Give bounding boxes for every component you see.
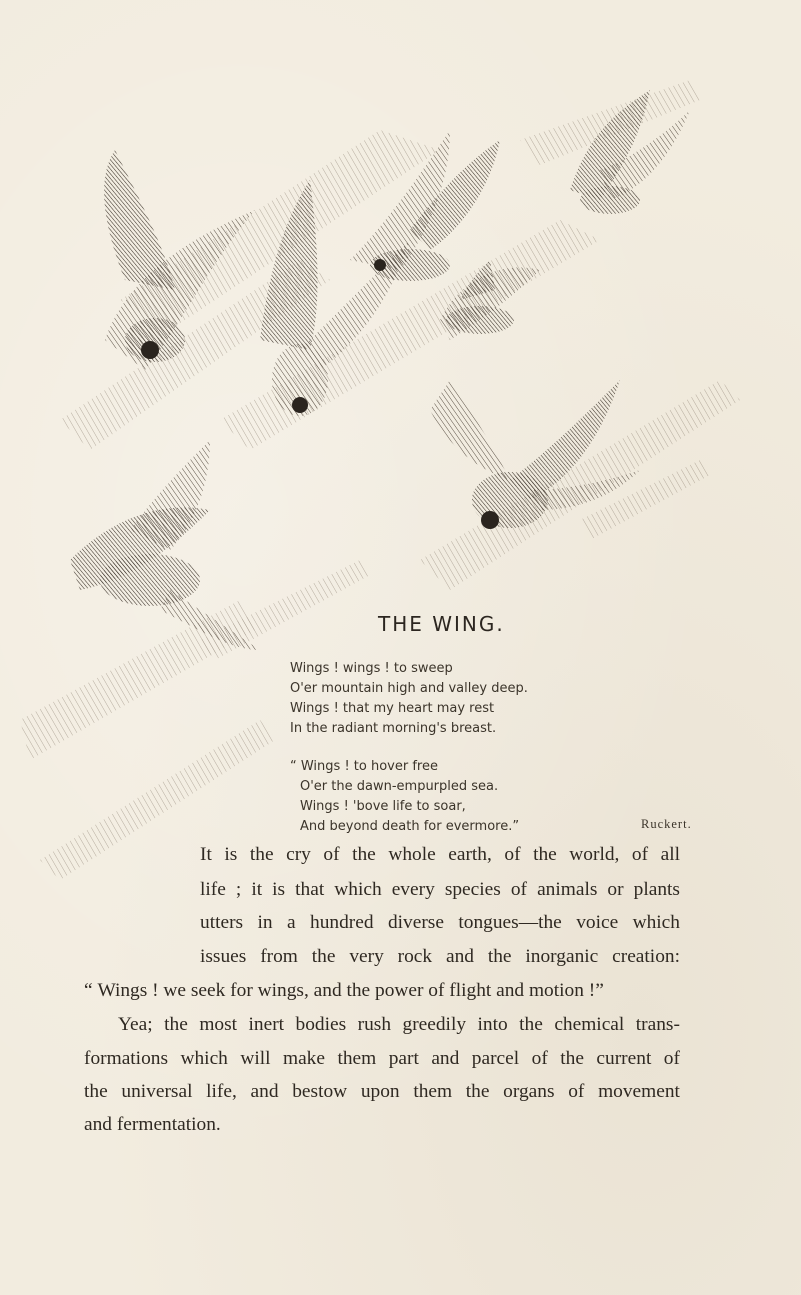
- poem-line: Wings ! 'bove life to soar,: [300, 799, 466, 814]
- prose-word: greedily: [402, 1014, 467, 1035]
- prose-word: from: [260, 946, 298, 967]
- prose-word: issues: [200, 946, 247, 967]
- prose-word: !: [152, 980, 159, 1001]
- prose-word: universal: [121, 1081, 193, 1102]
- prose-word: is: [272, 879, 286, 900]
- prose-word: rock: [397, 946, 433, 967]
- poem-line: In the radiant morning's breast.: [290, 721, 497, 736]
- prose-word: whole: [388, 844, 436, 865]
- prose-word: the: [84, 1081, 108, 1102]
- prose-word: the: [533, 844, 557, 865]
- prose-word: of: [631, 844, 649, 865]
- prose-word: ;: [235, 879, 242, 900]
- prose-word: will: [240, 1048, 271, 1069]
- poem-line: Wings ! that my heart may rest: [290, 701, 495, 716]
- prose-word: utters: [200, 912, 244, 933]
- prose-word: inert: [248, 1014, 285, 1035]
- prose-line: [200, 844, 680, 866]
- prose-word: the: [311, 946, 336, 967]
- prose-word: creation:: [612, 946, 680, 967]
- prose-word: the: [164, 1014, 188, 1035]
- prose-word: species: [444, 879, 501, 900]
- prose-word: and: [313, 980, 342, 1001]
- prose-word: voice: [576, 912, 619, 933]
- prose-word: !”: [588, 980, 604, 1001]
- prose-word: animals: [537, 879, 598, 900]
- prose-word: “: [84, 980, 93, 1001]
- prose-line: [84, 1048, 680, 1070]
- prose-word: part: [388, 1048, 419, 1069]
- prose-word: seek: [190, 980, 226, 1001]
- prose-word: of: [510, 879, 528, 900]
- prose-word: all: [660, 844, 680, 865]
- prose-word: Wings: [97, 980, 148, 1001]
- poem-line: And beyond death for evermore.”: [300, 819, 520, 834]
- prose-word: that: [295, 879, 325, 900]
- prose-word: we: [163, 980, 187, 1001]
- prose-word: rush: [357, 1014, 392, 1035]
- prose-word: of: [323, 844, 340, 865]
- chapter-title: THE WING.: [378, 612, 505, 636]
- prose-word: the: [519, 1014, 543, 1035]
- prose-word: movement: [598, 1081, 680, 1102]
- prose-line: [84, 1081, 680, 1103]
- prose-word: inorganic: [525, 946, 599, 967]
- prose-word: It: [200, 844, 212, 865]
- prose-word: world,: [569, 844, 620, 865]
- poem-line: “ Wings ! to hover free: [290, 759, 438, 774]
- prose-word: is: [224, 844, 238, 865]
- prose-word: parcel: [471, 1048, 520, 1069]
- prose-word: or: [607, 879, 624, 900]
- poem-line: O'er the dawn-empurpled sea.: [300, 779, 499, 794]
- prose-line: [200, 879, 680, 901]
- prose-word: life,: [206, 1081, 237, 1102]
- prose-word: the: [465, 1081, 490, 1102]
- prose-word: the: [249, 844, 274, 865]
- prose-word: which: [632, 912, 680, 933]
- prose-word: life: [200, 879, 226, 900]
- prose-word: and: [445, 946, 474, 967]
- prose-word: the: [352, 844, 376, 865]
- prose-word: for: [230, 980, 253, 1001]
- prose-word: tongues—the: [458, 912, 562, 933]
- prose-word: wings,: [257, 980, 309, 1001]
- prose-word: bodies: [295, 1014, 347, 1035]
- prose-word: formations: [84, 1048, 169, 1069]
- prose-word: Yea;: [118, 1014, 153, 1035]
- prose-word: very: [349, 946, 384, 967]
- prose-word: flight: [449, 980, 492, 1001]
- poem-line: Wings ! wings ! to sweep: [290, 661, 453, 676]
- prose-word: every: [391, 879, 435, 900]
- prose-word: and: [431, 1048, 460, 1069]
- prose-word: cry: [286, 844, 311, 865]
- prose-word: upon: [360, 1081, 400, 1102]
- prose-word: motion: [528, 980, 584, 1001]
- prose-word: current: [596, 1048, 652, 1069]
- prose-line: [200, 946, 680, 968]
- prose-word: it: [251, 879, 263, 900]
- prose-word: the: [487, 946, 512, 967]
- prose-word: plants: [633, 879, 680, 900]
- prose-word: in: [257, 912, 273, 933]
- prose-word: of: [531, 1048, 548, 1069]
- prose-word: a: [287, 912, 296, 933]
- prose-word: of: [663, 1048, 680, 1069]
- prose-line: and fermentation.: [84, 1114, 221, 1135]
- prose-word: of: [504, 844, 521, 865]
- prose-word: chemical: [554, 1014, 625, 1035]
- prose-word: most: [199, 1014, 238, 1035]
- prose-word: trans-: [635, 1014, 680, 1035]
- prose-word: which: [334, 879, 382, 900]
- prose-word: make: [282, 1048, 325, 1069]
- poem-line: O'er mountain high and valley deep.: [290, 681, 528, 696]
- prose-line: [84, 980, 604, 1002]
- prose-word: which: [180, 1048, 228, 1069]
- poem-attribution: Ruckert.: [641, 817, 692, 831]
- prose-word: hundred: [310, 912, 374, 933]
- prose-word: the: [560, 1048, 584, 1069]
- prose-line: [118, 1014, 680, 1036]
- prose-word: organs: [503, 1081, 555, 1102]
- prose-word: them: [337, 1048, 377, 1069]
- prose-word: earth,: [448, 844, 492, 865]
- prose-word: them: [413, 1081, 453, 1102]
- prose-line: [200, 912, 680, 934]
- prose-word: power: [375, 980, 424, 1001]
- prose-word: and: [496, 980, 525, 1001]
- prose-word: bestow: [292, 1081, 348, 1102]
- prose-word: and: [250, 1081, 279, 1102]
- prose-word: of: [568, 1081, 585, 1102]
- prose-word: the: [346, 980, 371, 1001]
- prose-word: into: [477, 1014, 508, 1035]
- prose-word: of: [428, 980, 445, 1001]
- prose-word: diverse: [387, 912, 444, 933]
